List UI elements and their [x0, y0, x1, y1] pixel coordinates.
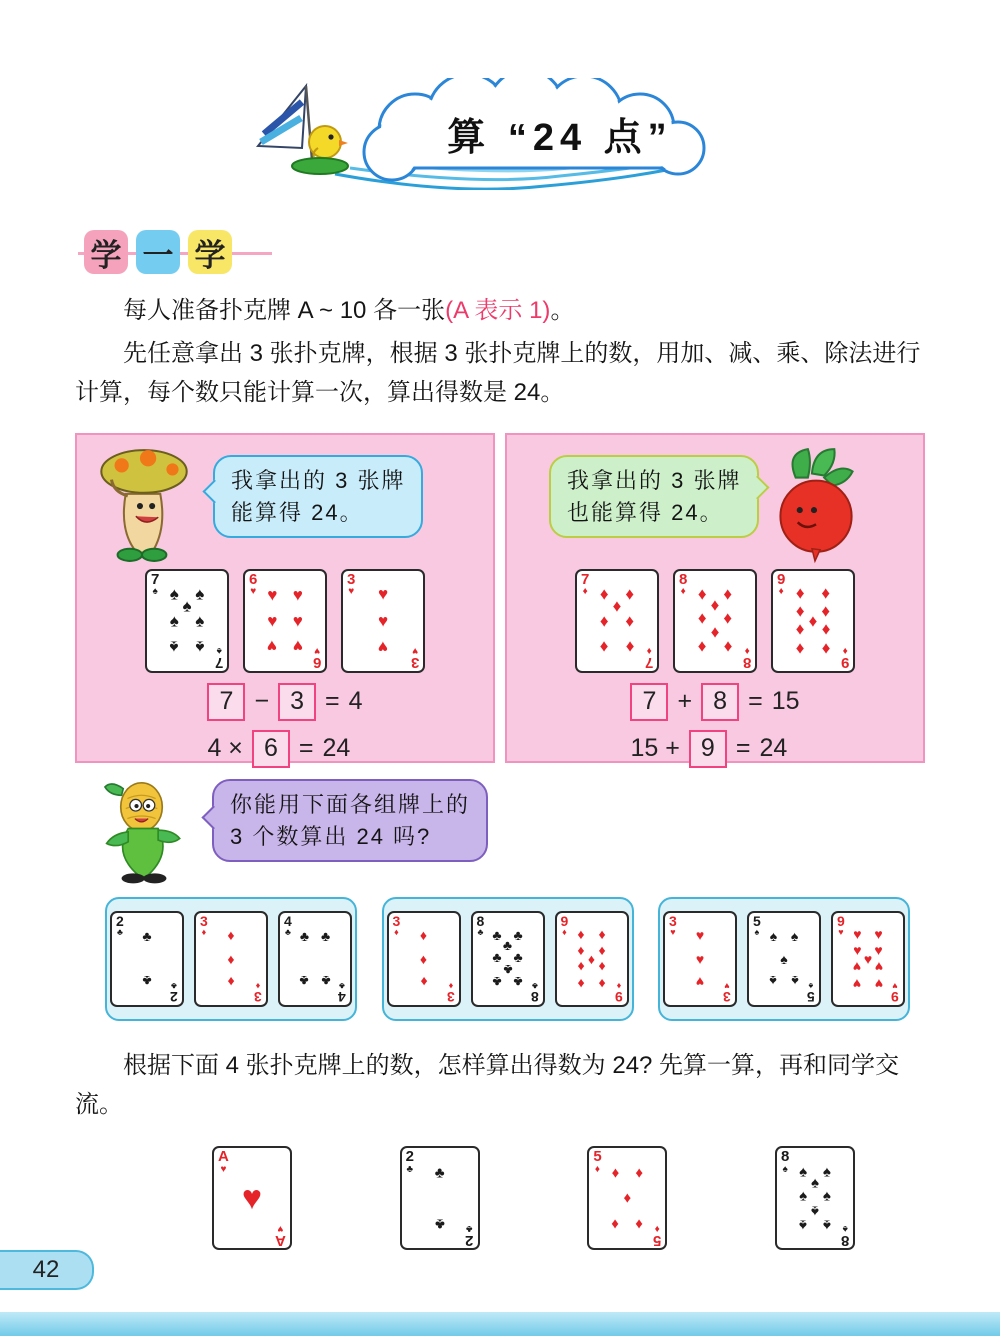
card-corner-index: 3 ♦ — [446, 980, 455, 1005]
equation-fifteen-plus-nine: 15 + 9 = 24 — [630, 730, 799, 768]
spade-pip-icon: ♠ — [169, 611, 179, 631]
card-corner-index: 4 ♣ — [338, 980, 346, 1005]
diamond-pip-icon: ♦ — [611, 1215, 620, 1233]
heart-pip-icon: ♥ — [377, 584, 389, 604]
club-pip-icon: ♣ — [434, 1164, 445, 1182]
diamond-pip-icon: ♦ — [598, 925, 606, 942]
playing-card-8-spade — [775, 1146, 855, 1250]
playing-card-3-diamond — [194, 911, 268, 1007]
bubble-text-line2: 3 个数算出 24 吗? — [230, 823, 432, 849]
example-panels — [75, 433, 925, 763]
card-corner-index: 9 ♥ — [837, 912, 845, 937]
header-char-1: 学 — [84, 230, 128, 274]
diamond-pip-icon: ♦ — [795, 583, 805, 602]
spade-pip-icon: ♠ — [769, 928, 778, 945]
card-corner-index: 3 ♥ — [347, 570, 356, 597]
diamond-pip-icon: ♦ — [227, 950, 235, 967]
card-corner-index: 8 ♣ — [530, 980, 539, 1005]
card-group-3 — [658, 897, 910, 1021]
diamond-pip-icon: ♦ — [697, 584, 707, 604]
diamond-pip-icon: ♦ — [723, 637, 733, 657]
mushroom-character — [87, 443, 199, 565]
card-corner-index: 3 ♦ — [200, 912, 208, 937]
equation-box: 7 — [207, 683, 245, 721]
card-corner-index: A ♥ — [218, 1148, 229, 1175]
club-pip-icon: ♣ — [502, 961, 513, 978]
heart-pip-icon: ♥ — [874, 975, 883, 992]
heart-pip-icon: ♥ — [695, 950, 705, 967]
diamond-pip-icon: ♦ — [599, 637, 609, 657]
diamond-pip-icon: ♦ — [599, 584, 609, 604]
club-pip-icon: ♣ — [502, 936, 513, 953]
section-header-learn — [84, 230, 254, 278]
club-pip-icon: ♣ — [299, 973, 310, 990]
club-pip-icon: ♣ — [492, 926, 502, 943]
card-corner-index: 7 ♦ — [644, 644, 653, 671]
speech-bubble-radish — [549, 455, 759, 539]
spade-pip-icon: ♠ — [182, 596, 192, 616]
equation-box: 9 — [689, 730, 727, 768]
card-corner-index: 7 ♦ — [581, 570, 590, 597]
card-corner-index: 2 ♣ — [405, 1148, 414, 1175]
card-corner-index: 3 ♥ — [669, 912, 677, 937]
heart-pip-icon: ♥ — [853, 925, 862, 942]
heart-pip-icon: ♥ — [292, 611, 303, 631]
spade-pip-icon: ♠ — [769, 973, 778, 990]
title-banner — [240, 78, 720, 190]
diamond-pip-icon: ♦ — [419, 950, 428, 967]
heart-pip-icon: ♥ — [695, 974, 705, 991]
equation-box: 3 — [278, 683, 316, 721]
heart-pip-icon: ♥ — [292, 585, 303, 605]
spade-pip-icon: ♠ — [195, 611, 205, 631]
diamond-pip-icon: ♦ — [821, 639, 831, 659]
spade-pip-icon: ♠ — [799, 1187, 808, 1205]
card-corner-index: 3 ♥ — [723, 980, 731, 1005]
heart-pip-icon: ♥ — [241, 1179, 263, 1218]
card-group-1 — [105, 897, 357, 1021]
diamond-pip-icon: ♦ — [795, 601, 805, 621]
spade-pip-icon: ♠ — [822, 1187, 831, 1205]
heart-pip-icon: ♥ — [853, 959, 862, 976]
card-corner-index: 9 ♦ — [560, 912, 569, 937]
card-corner-index: 2 ♣ — [170, 980, 178, 1005]
heart-pip-icon: ♥ — [853, 975, 862, 992]
spade-pip-icon: ♠ — [810, 1174, 819, 1192]
diamond-pip-icon: ♦ — [419, 974, 428, 991]
club-pip-icon: ♣ — [434, 1215, 445, 1233]
playing-card-3-diamond — [387, 911, 461, 1007]
page-bottom-band — [0, 1312, 1000, 1336]
page-title: 算 “24 点” — [447, 117, 673, 159]
equation-four-times-six: 4 × 6 = 24 — [207, 730, 362, 768]
playing-card-5-spade — [747, 911, 821, 1007]
corn-character — [88, 777, 200, 885]
diamond-pip-icon: ♦ — [577, 975, 585, 992]
spade-pip-icon: ♠ — [799, 1163, 808, 1181]
sailboat-icon — [258, 86, 312, 160]
intro-paragraph-2: 先任意拿出 3 张扑克牌，根据 3 张扑克牌上的数，用加、减、乘、除法进行计算，每个数只能计算一次，算出得数是 24。 — [75, 339, 921, 406]
card-corner-index: 5 ♦ — [593, 1148, 602, 1175]
diamond-pip-icon: ♦ — [612, 596, 622, 616]
diamond-pip-icon: ♦ — [598, 942, 606, 959]
diamond-pip-icon: ♦ — [795, 639, 805, 659]
header-char-2: 一 — [136, 230, 180, 274]
diamond-pip-icon: ♦ — [611, 1164, 620, 1182]
card-corner-index: 5 ♠ — [807, 980, 815, 1005]
spade-pip-icon: ♠ — [169, 637, 179, 657]
intro-note-red: (A 表示 1) — [445, 297, 551, 324]
diamond-pip-icon: ♦ — [599, 611, 609, 631]
card-corner-index: 2 ♣ — [465, 1222, 474, 1249]
spade-pip-icon: ♠ — [195, 637, 205, 657]
diamond-pip-icon: ♦ — [821, 620, 831, 640]
diamond-pip-icon: ♦ — [623, 1189, 632, 1207]
diamond-pip-icon: ♦ — [710, 595, 720, 615]
playing-card-9-diamond — [555, 911, 629, 1007]
club-pip-icon: ♣ — [513, 926, 523, 943]
club-pip-icon: ♣ — [142, 973, 152, 990]
surfboard-icon — [292, 158, 348, 174]
playing-card-3-heart — [663, 911, 737, 1007]
bubble-text-line2: 也能算得 24。 — [567, 499, 724, 525]
diamond-pip-icon: ♦ — [808, 611, 818, 631]
club-pip-icon: ♣ — [142, 928, 152, 945]
speech-bubble-mushroom — [213, 455, 423, 539]
spade-pip-icon: ♠ — [810, 1202, 819, 1220]
playing-card-5-diamond — [587, 1146, 667, 1250]
example-cards-left — [87, 569, 483, 673]
heart-pip-icon: ♥ — [874, 942, 883, 959]
diamond-pip-icon: ♦ — [821, 601, 831, 621]
card-corner-index: 9 ♦ — [777, 570, 786, 597]
card-corner-index: 4 ♣ — [284, 912, 292, 937]
heart-pip-icon: ♥ — [267, 611, 278, 631]
card-corner-index: 3 ♦ — [392, 912, 401, 937]
card-corner-index: 6 ♥ — [312, 644, 321, 671]
intro-text: 每人准备扑克牌 A ~ 10 各一张 — [123, 297, 446, 324]
playing-card-4-club — [278, 911, 352, 1007]
speech-bubble-corn — [212, 779, 488, 863]
playing-card-2-club — [110, 911, 184, 1007]
diamond-pip-icon: ♦ — [598, 975, 606, 992]
card-corner-index: 7 ♠ — [214, 644, 223, 671]
equation-box: 6 — [252, 730, 290, 768]
playing-card-8-diamond — [673, 569, 757, 673]
card-corner-index: 8 ♠ — [780, 1148, 790, 1175]
card-corner-index: 5 ♦ — [652, 1222, 662, 1249]
card-corner-index: 3 ♦ — [254, 980, 262, 1005]
card-corner-index: 9 ♦ — [840, 644, 849, 671]
card-corner-index: 2 ♣ — [116, 912, 124, 937]
diamond-pip-icon: ♦ — [625, 611, 635, 631]
playing-card-8-club — [471, 911, 545, 1007]
page-number-badge: 42 — [0, 1250, 94, 1290]
diamond-pip-icon: ♦ — [577, 959, 585, 976]
header-char-3: 学 — [188, 230, 232, 274]
playing-card-A-heart — [212, 1146, 292, 1250]
diamond-pip-icon: ♦ — [598, 959, 606, 976]
diamond-pip-icon: ♦ — [710, 623, 720, 643]
bubble-text-line1: 我拿出的 3 张牌 — [231, 467, 406, 493]
diamond-pip-icon: ♦ — [697, 608, 707, 628]
example-panel-left — [75, 433, 495, 763]
card-corner-index: 6 ♥ — [249, 570, 258, 597]
spade-pip-icon: ♠ — [799, 1216, 808, 1234]
club-pip-icon: ♣ — [492, 974, 502, 991]
heart-pip-icon: ♥ — [874, 925, 883, 942]
playing-card-7-spade — [145, 569, 229, 673]
heart-pip-icon: ♥ — [377, 611, 389, 631]
diamond-pip-icon: ♦ — [635, 1215, 644, 1233]
equation-seven-minus-three: 7 − 3 = 4 — [207, 683, 362, 721]
heart-pip-icon: ♥ — [874, 959, 883, 976]
card-corner-index: 7 ♠ — [151, 570, 160, 597]
heart-pip-icon: ♥ — [853, 942, 862, 959]
card-corner-index: 8 ♠ — [840, 1222, 849, 1249]
playing-card-9-diamond — [771, 569, 855, 673]
card-groups — [105, 897, 910, 1021]
diamond-pip-icon: ♦ — [625, 584, 635, 604]
question-row — [88, 777, 1000, 885]
diamond-pip-icon: ♦ — [227, 926, 235, 943]
club-pip-icon: ♣ — [492, 948, 502, 965]
heart-pip-icon: ♥ — [863, 950, 873, 967]
equation-box: 7 — [630, 683, 668, 721]
club-pip-icon: ♣ — [513, 948, 523, 965]
bottom-cards — [212, 1146, 855, 1250]
diamond-pip-icon: ♦ — [723, 608, 733, 628]
diamond-pip-icon: ♦ — [821, 583, 831, 602]
diamond-pip-icon: ♦ — [697, 637, 707, 657]
bubble-text-line1: 你能用下面各组牌上的 — [230, 791, 471, 817]
club-pip-icon: ♣ — [320, 928, 331, 945]
diamond-pip-icon: ♦ — [577, 925, 585, 942]
diamond-pip-icon: ♦ — [577, 942, 585, 959]
card-corner-index: 8 ♦ — [679, 570, 688, 597]
spade-pip-icon: ♠ — [169, 584, 179, 604]
card-corner-index: 9 ♦ — [614, 980, 623, 1005]
equations-right — [630, 683, 799, 768]
card-corner-index: 8 ♦ — [742, 644, 751, 671]
intro-paragraph-1: 每人准备扑克牌 A ~ 10 各一张(A 表示 1)。 — [123, 297, 575, 324]
example-cards-right — [517, 569, 913, 673]
equation-seven-plus-eight: 7 + 8 = 15 — [630, 683, 799, 721]
card-corner-index: 3 ♥ — [410, 644, 419, 671]
spade-pip-icon: ♠ — [822, 1163, 831, 1181]
card-corner-index: 5 ♠ — [753, 912, 761, 937]
heart-pip-icon: ♥ — [292, 636, 303, 656]
bubble-text-line1: 我拿出的 3 张牌 — [567, 467, 742, 493]
heart-pip-icon: ♥ — [267, 585, 278, 605]
spade-pip-icon: ♠ — [780, 950, 788, 967]
equations-left — [207, 683, 362, 768]
diamond-pip-icon: ♦ — [227, 974, 235, 991]
equation-box: 8 — [701, 683, 739, 721]
diamond-pip-icon: ♦ — [587, 950, 596, 967]
playing-card-6-heart — [243, 569, 327, 673]
heart-pip-icon: ♥ — [267, 636, 278, 656]
radish-character — [759, 443, 871, 565]
example-panel-right — [505, 433, 925, 763]
heart-pip-icon: ♥ — [695, 926, 705, 943]
diamond-pip-icon: ♦ — [635, 1164, 644, 1182]
club-pip-icon: ♣ — [299, 928, 310, 945]
playing-card-9-heart — [831, 911, 905, 1007]
diamond-pip-icon: ♦ — [723, 584, 733, 604]
spade-pip-icon: ♠ — [790, 928, 799, 945]
spade-pip-icon: ♠ — [822, 1216, 831, 1234]
club-pip-icon: ♣ — [320, 973, 331, 990]
bubble-text-line2: 能算得 24。 — [231, 499, 364, 525]
playing-card-7-diamond — [575, 569, 659, 673]
spade-pip-icon: ♠ — [790, 973, 799, 990]
club-pip-icon: ♣ — [513, 974, 523, 991]
playing-card-3-heart — [341, 569, 425, 673]
card-corner-index: 9 ♥ — [891, 980, 899, 1005]
playing-card-2-club — [400, 1146, 480, 1250]
chick-icon — [309, 126, 348, 158]
heart-pip-icon: ♥ — [377, 637, 389, 657]
diamond-pip-icon: ♦ — [795, 620, 805, 640]
card-corner-index: A ♥ — [275, 1222, 286, 1249]
diamond-pip-icon: ♦ — [625, 637, 635, 657]
card-corner-index: 8 ♣ — [476, 912, 485, 937]
diamond-pip-icon: ♦ — [419, 926, 428, 943]
card-group-2 — [382, 897, 634, 1021]
spade-pip-icon: ♠ — [195, 584, 205, 604]
closing-paragraph: 根据下面 4 张扑克牌上的数，怎样算出得数为 24? 先算一算，再和同学交流。 — [75, 1051, 900, 1118]
